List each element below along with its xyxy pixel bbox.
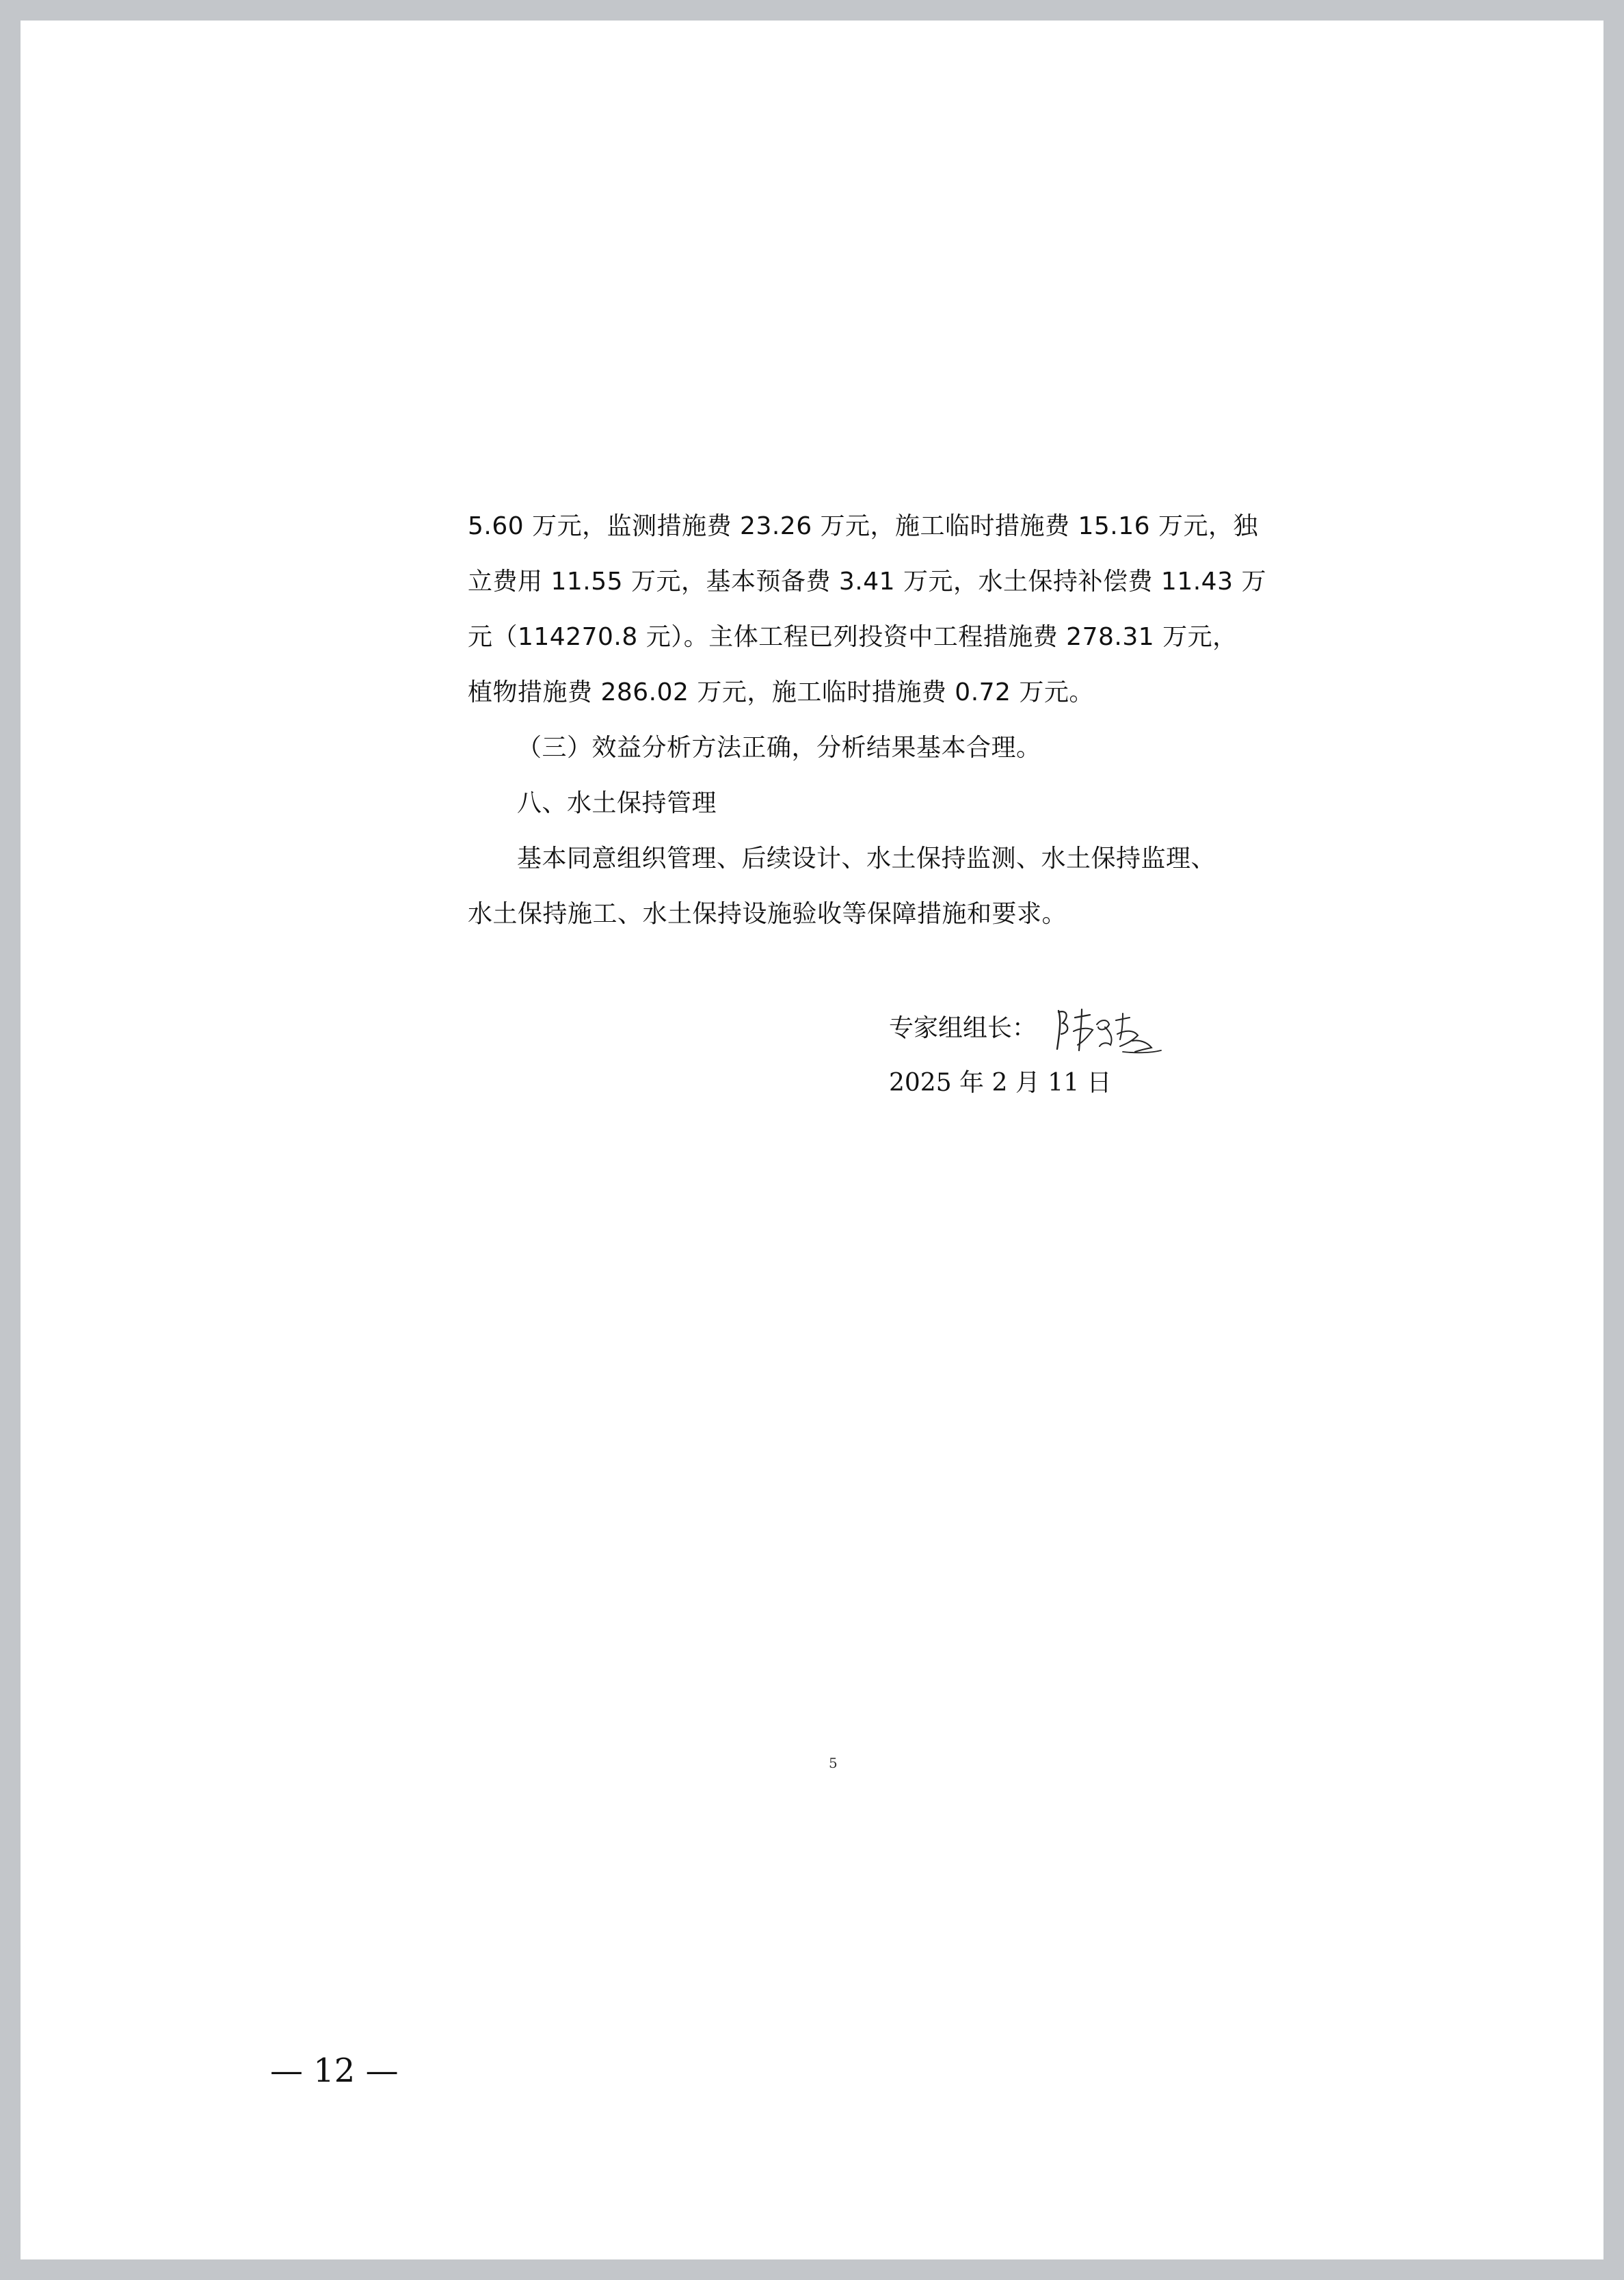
body-line-1: 5.60 万元，监测措施费 23.26 万元，施工临时措施费 15.16 万元，独 [468,512,1258,540]
footer-page-number: — 12 — [270,2052,399,2090]
body-line-8: 水土保持施工、水土保持设施验收等保障措施和要求。 [468,900,1067,928]
body-line-2: 立费用 11.55 万元，基本预备费 3.41 万元，水土保持补偿费 11.43 万 [468,568,1266,596]
signature-date: 2025 年 2 月 11 日 [889,1069,1112,1097]
section-benefit-analysis: （三）效益分析方法正确，分析结果基本合理。 [517,734,1041,762]
body-line-4: 植物措施费 286.02 万元，施工临时措施费 0.72 万元。 [468,678,1094,706]
signature-label: 专家组组长： [889,1014,1037,1042]
document-page [21,21,1603,2259]
body-line-7: 基本同意组织管理、后续设计、水土保持监测、水土保持监理、 [517,845,1216,873]
body-line-3: 元（114270.8 元）。主体工程已列投资中工程措施费 278.31 万元， [468,623,1238,651]
section-heading-management: 八、水土保持管理 [517,789,717,817]
inner-page-number: 5 [829,1755,838,1771]
handwritten-signature [1054,1004,1164,1056]
